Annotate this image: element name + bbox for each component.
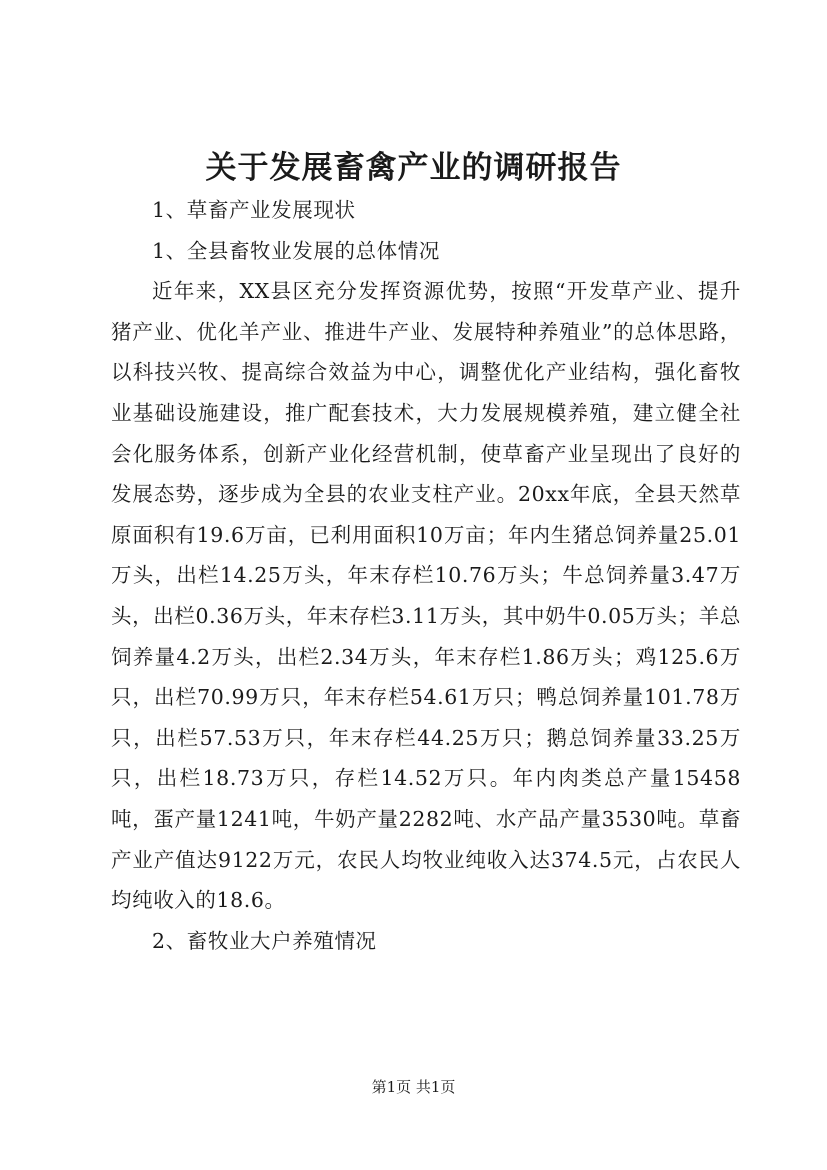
page-number: 第1页 共1页 [371,1078,456,1096]
document-title: 关于发展畜禽产业的调研报告 [205,150,622,186]
subsection-heading: 2、畜牧业大户养殖情况 [152,928,377,953]
subsection-heading: 1、全县畜牧业发展的总体情况 [152,238,440,263]
body-paragraph: 近年来，XX县区充分发挥资源优势，按照“开发草产业、提升猪产业、优化羊产业、推进牛产业、发展特种养殖业”的总体思路，以科技兴牧、提高综合效益为中心，调整优化产业结构，强化畜牧业基础设施建设，推广配套技术，大力发展规模养殖，建立健全社会化服务体系，创新产业化经营机制，使草畜产业呈现出了良好的发展态势，逐步成为全县的农业支柱产业。20xx年底，全县天然草原面积有19.6万亩，已利用面积10万亩；年内生猪总饲养量25.01万头，出栏14.25万头，年末存栏10.76万头；牛总饲养量3.47万头，出栏0.36万头，年末存栏3.11万头，其中奶牛0.05万头；羊总饲养量4.2万头，出栏2.34万头，年末存栏1.86万头；鸡125.6万只，出栏70.99万只，年末存栏54.61万只；鸭总饲养量101.78万只，出栏57.53万只，年末存栏44.25万只；鹅总饲养量33.25万只，出栏18.73万只，存栏14.52万只。年内肉类总产量15458吨，蛋产量1241吨，牛奶产量2282吨、水产品产量3530吨。草畜产业产值达9122万元，农民人均牧业纯收入达374.5元，占农民人均纯收入的18.6。 [111,279,741,913]
section-heading: 1、草畜产业发展现状 [152,198,356,222]
document-body [111,190,741,961]
